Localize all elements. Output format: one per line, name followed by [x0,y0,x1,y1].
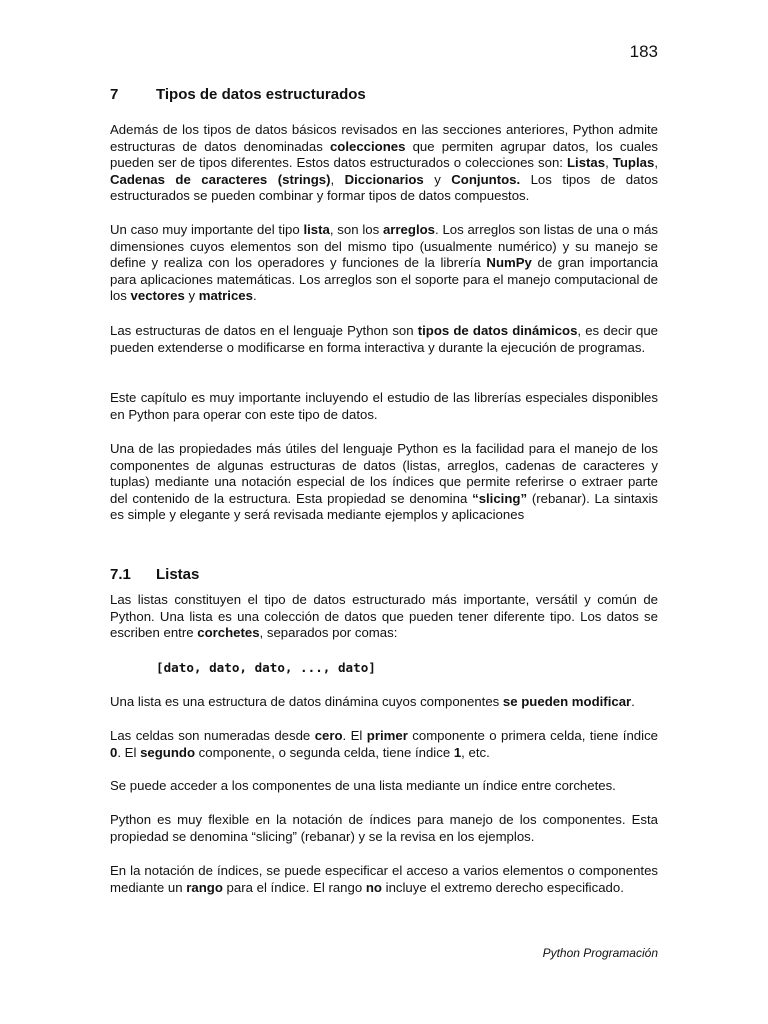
chapter-heading [110,86,366,104]
text-run: . Los arreglos son listas de una o más dimensiones cuyos elementos son del mismo tipo (usualmente numérico) y su manejo se define y realiza con los operadores y funciones de la librería [110,222,658,271]
bold-text: vectores [130,288,185,304]
text-run: . [252,288,257,304]
bold-text: rango [186,879,223,895]
text-run: Este capítulo es muy importante incluyendo el estudio de las librerías especiales disponibles en Python para operar con este tipo de datos. [110,390,658,422]
text-run: , [605,155,613,171]
text-run: . El [342,728,367,743]
text-run: Python es muy flexible en la notación de índices para manejo de los componentes. Esta propiedad se denomina “slicing” (rebanar) y se la revisa en los ejemplos. [110,812,658,844]
text-run: Las listas constituyen el tipo de datos estructurado más importante, versátil y común de Python. Una lista es una colección de datos que pueden tener diferente tipo. Los datos se escriben entre [110,592,658,641]
section-paragraph-3 [110,728,658,761]
page-number: 183 [629,42,658,61]
page-footer: Python Programación [542,946,658,960]
bold-text: Tuplas [612,155,655,171]
bold-text: colecciones [329,138,406,154]
section-paragraph-2 [110,694,658,711]
bold-text: arreglos [382,222,435,237]
text-run: Se puede acceder a los componentes de una lista mediante un índice entre corchetes. [110,778,616,793]
section-title: Listas [156,566,200,583]
intro-paragraph-2 [110,222,658,305]
text-run: . [631,694,635,709]
bold-text: cero [314,728,343,743]
intro-paragraph-5 [110,441,658,524]
text-run: , [654,155,658,171]
bold-text: tipos de datos dinámicos [417,323,578,338]
text-run: , separados por comas: [259,625,398,641]
chapter-number: 7 [110,86,119,103]
text-run: , [330,171,345,187]
bold-text: Cadenas de caracteres (strings) [110,171,331,187]
text-run: Un caso muy importante del tipo [110,222,304,237]
bold-text: NumPy [486,255,532,271]
bold-text: 0 [110,744,118,760]
text-run: (rebanar). La sintaxis es simple y elegante y será revisada mediante ejemplos y aplicaciones [110,490,658,523]
text-run: y [423,171,452,187]
bold-text: segundo [140,744,196,760]
text-run: . El [117,744,141,760]
code-example: [dato, dato, dato, ..., dato] [156,660,376,675]
bold-text: lista [303,222,330,237]
text-run: En la notación de índices, se puede especificar el acceso a varios elementos o componentes mediante un [110,863,658,895]
text-run: Además de los tipos de datos básicos revisados en las secciones anteriores, Python admite estructuras de datos denominadas [110,122,658,154]
text-run: Las celdas son numeradas desde [110,728,315,743]
text-run: componente o primera celda, tiene índice [407,728,658,743]
bold-text: 1 [453,744,462,760]
text-run: componente, o segunda celda, tiene índice [195,744,454,760]
intro-paragraph-1 [110,122,658,205]
section-paragraph-6 [110,863,658,896]
text-run: y [184,288,199,304]
text-run: Los tipos de datos estructurados se pueden combinar y formar tipos de datos compuestos. [110,171,659,204]
bold-text: Conjuntos. [451,171,521,187]
bold-text: corchetes [197,625,260,641]
chapter-title: Tipos de datos estructurados [156,86,366,103]
bold-text: no [365,879,382,895]
text-run: que permiten agrupar datos, los cuales pueden ser de tipos diferentes. Estos datos estructurados o colecciones son: [110,138,658,171]
bold-text: “slicing” [472,490,528,506]
section-paragraph-5 [110,812,658,845]
text-run: Las estructuras de datos en el lenguaje Python son [110,323,418,338]
text-run: para el índice. El rango [222,879,366,895]
section-paragraph-1 [110,592,658,642]
bold-text: se pueden modificar [502,694,632,709]
bold-text: matrices [198,288,253,304]
text-run: , son los [329,222,383,237]
bold-text: Diccionarios [344,171,424,187]
section-heading [110,566,199,584]
text-run: , etc. [461,744,490,760]
intro-paragraph-3 [110,323,658,356]
text-run: , es decir que pueden extenderse o modificarse en forma interactiva y durante la ejecución de programas. [110,323,658,355]
text-run: de gran importancia para aplicaciones matemáticas. Los arreglos son el soporte para el manejo computacional de los [110,255,658,304]
bold-text: Listas [566,155,606,171]
bold-text: primer [366,728,408,743]
intro-paragraph-4 [110,390,658,423]
text-run: incluye el extremo derecho especificado. [381,879,624,895]
section-paragraph-4 [110,778,658,795]
text-run: Una lista es una estructura de datos dinámina cuyos componentes [110,694,503,709]
text-run: Una de las propiedades más útiles del lenguaje Python es la facilidad para el manejo de los componentes de algunas estructuras de datos (listas, arreglos, cadenas de caracteres y tuplas) mediante una notación especial de los índices que permite referirse o extraer parte del contenido de la estructura. Esta propiedad se denomina [110,441,658,506]
section-number: 7.1 [110,566,131,583]
